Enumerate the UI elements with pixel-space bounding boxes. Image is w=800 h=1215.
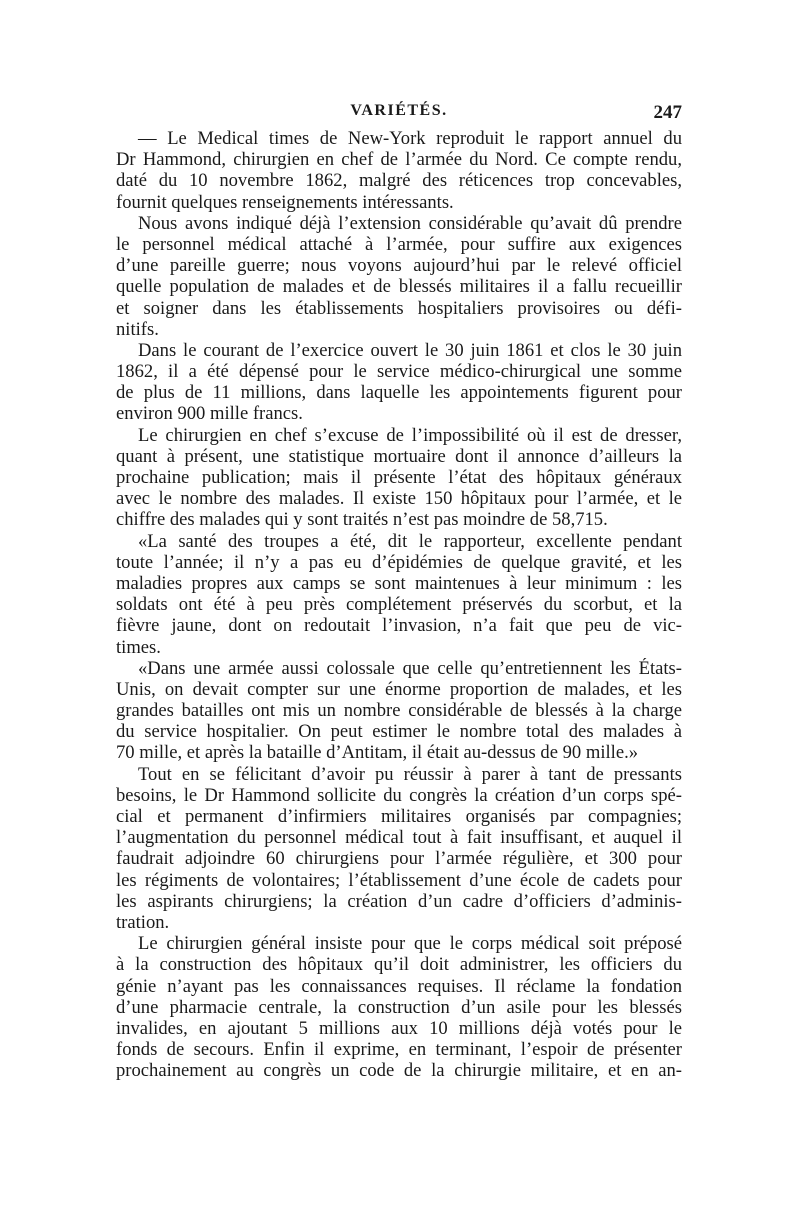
text-line: tration.	[116, 911, 170, 933]
text-line: Nous avons indiqué déjà l’extension considérable qu’avait dû prendre	[138, 212, 682, 234]
text-line: fonds de secours. Enfin il exprime, en terminant, l’espoir de présenter	[116, 1039, 682, 1061]
running-head: VARIÉTÉS.	[350, 102, 448, 119]
text-line: cial et permanent d’infirmiers militaires organisés par compagnies;	[116, 806, 682, 827]
text-line: «La santé des troupes a été, dit le rapporteur, excellente pendant	[138, 530, 682, 552]
text-line: de plus de 11 millions, dans laquelle les appointements figurent pour	[116, 382, 682, 404]
text-line: Unis, on devait compter sur une énorme proportion de malades, et les	[116, 678, 682, 700]
text-line: Le chirurgien en chef s’excuse de l’impossibilité où il est de dresser,	[138, 424, 682, 446]
text-line: du service hospitalier. On peut estimer le nombre total des malades à	[116, 721, 682, 743]
text-line: le personnel médical attaché à l’armée, pour suffire aux exigences	[116, 233, 682, 255]
page-header	[116, 102, 682, 128]
text-line: quant à présent, une statistique mortuaire dont il annonce d’ailleurs la	[116, 445, 682, 467]
text-line: avec le nombre des malades. Il existe 150 hôpitaux pour l’armée, et le	[116, 488, 682, 510]
text-line: fournit quelques renseignements intéressants.	[116, 191, 454, 213]
text-line: les régiments de volontaires; l’établissement d’une école de cadets pour	[116, 869, 682, 891]
text-line: chiffre des malades qui y sont traités n’est pas moindre de 58,715.	[116, 509, 608, 531]
text-line: 70 mille, et après la bataille d’Antitam, il était au-dessus de 90 mille.»	[116, 742, 639, 764]
text-line: daté du 10 novembre 1862, malgré des réticences trop concevables,	[116, 170, 682, 192]
text-line: fièvre jaune, dont on redoutait l’invasion, n’a fait que peu de vic-	[116, 615, 682, 637]
text-line: quelle population de malades et de blessés militaires il a fallu recueillir	[116, 276, 682, 298]
text-line: besoins, le Dr Hammond sollicite du congrès la création d’un corps spé-	[116, 784, 682, 806]
body-text	[116, 128, 682, 1081]
text-line: «Dans une armée aussi colossale que celle qu’entretiennent les États-	[138, 657, 682, 679]
text-line: times.	[116, 636, 161, 658]
text-line: d’une pareille guerre; nous voyons aujourd’hui par le relevé officiel	[116, 255, 682, 277]
page-number: 247	[653, 102, 682, 123]
text-line: Dr Hammond, chirurgien en chef de l’armée du Nord. Ce compte rendu,	[116, 149, 682, 171]
text-line: d’une pharmacie centrale, la construction d’un asile pour les blessés	[116, 996, 682, 1018]
text-line: Le chirurgien général insiste pour que le corps médical soit préposé	[138, 933, 682, 955]
text-line: nitifs.	[116, 318, 159, 340]
text-line: à la construction des hôpitaux qu’il doit administrer, les officiers du	[116, 954, 682, 976]
text-line: — Le Medical times de New-York reproduit le rapport annuel du	[138, 128, 682, 149]
text-line: et soigner dans les établissements hospitaliers provisoires ou défi-	[116, 297, 682, 319]
text-line: soldats ont été à peu près complétement préservés du scorbut, et la	[116, 594, 682, 616]
text-line: Dans le courant de l’exercice ouvert le 30 juin 1861 et clos le 30 juin	[138, 339, 682, 361]
text-line: l’augmentation du personnel médical tout à fait insuffisant, et auquel il	[116, 827, 682, 849]
text-line: génie n’ayant pas les connaissances requises. Il réclame la fondation	[116, 975, 682, 997]
text-line: grandes batailles ont mis un nombre considérable de blessés à la charge	[116, 700, 682, 722]
text-line: faudrait adjoindre 60 chirurgiens pour l’armée régulière, et 300 pour	[116, 848, 682, 870]
text-line: prochaine publication; mais il présente l’état des hôpitaux généraux	[116, 467, 682, 488]
text-line: maladies propres aux camps se sont maintenues à leur minimum : les	[116, 572, 682, 594]
text-line: les aspirants chirurgiens; la création d’un cadre d’officiers d’adminis-	[116, 890, 682, 912]
text-line: 1862, il a été dépensé pour le service médico-chirurgical une somme	[116, 361, 682, 383]
text-line: Tout en se félicitant d’avoir pu réussir à parer à tant de pressants	[138, 763, 682, 785]
text-line: toute l’année; il n’y a pas eu d’épidémies de quelque gravité, et les	[116, 551, 682, 573]
text-line: environ 900 mille francs.	[116, 403, 303, 425]
text-line: invalides, en ajoutant 5 millions aux 10 millions déjà votés pour le	[116, 1017, 682, 1039]
text-line: prochainement au congrès un code de la chirurgie militaire, et en an-	[116, 1060, 682, 1082]
